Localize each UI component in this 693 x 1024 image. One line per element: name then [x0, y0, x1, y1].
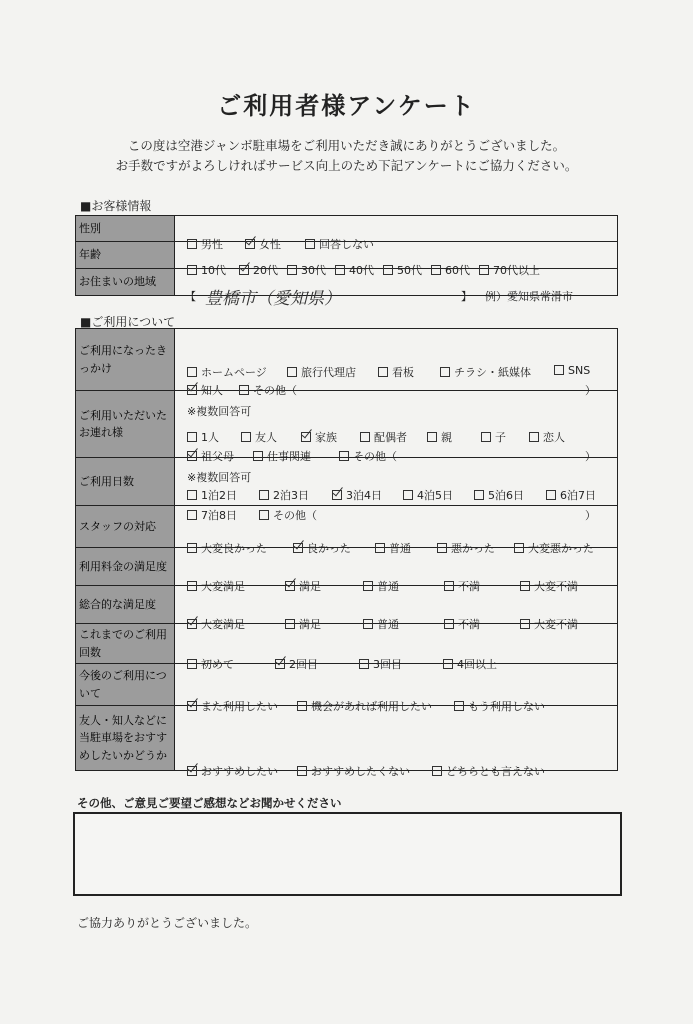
companions-option[interactable] — [187, 448, 234, 464]
age-option[interactable] — [287, 262, 326, 278]
days-option-label: 5泊6日 — [488, 488, 524, 502]
trigger-option-label: 看板 — [392, 365, 414, 379]
companions-multiple-note: ※複数回答可 — [187, 471, 252, 484]
intro-line-1: この度は空港ジャンボ駐車場をご利用いただき誠にありがとうございました。 — [127, 138, 566, 153]
trigger-option-label: ホームページ — [201, 365, 267, 379]
checkbox-icon[interactable] — [259, 490, 269, 500]
trigger-option-label: その他（ — [253, 383, 297, 397]
comments-textarea[interactable] — [73, 812, 622, 896]
recommend-options — [175, 706, 618, 778]
checkbox-icon[interactable] — [241, 432, 251, 442]
age-option-label: 40代 — [349, 264, 374, 277]
count-option[interactable] — [359, 656, 402, 672]
checkbox-icon[interactable] — [297, 766, 307, 776]
region-handwritten-value: 豊橋市（愛知県） — [205, 289, 341, 309]
checkbox-icon[interactable] — [297, 701, 307, 711]
age-option-label: 20代 — [253, 264, 278, 277]
comments-heading: その他、ご意見ご要望ご感想などお聞かせください — [77, 796, 342, 810]
overall-option-label: 大変満足 — [201, 617, 245, 631]
staff-option[interactable] — [514, 540, 594, 556]
checked-box-icon[interactable] — [239, 265, 249, 275]
checkbox-icon[interactable] — [187, 432, 197, 442]
customer-section-heading: ■お客様情報 — [80, 199, 152, 213]
checked-box-icon[interactable] — [187, 385, 197, 395]
checkbox-icon[interactable] — [514, 543, 524, 553]
companions-option-label: 祖父母 — [201, 450, 234, 463]
gender-option[interactable] — [245, 236, 281, 252]
checkbox-icon[interactable] — [287, 367, 297, 377]
checkbox-icon[interactable] — [383, 265, 393, 275]
price-option-label: 不満 — [458, 579, 480, 593]
checkbox-icon[interactable] — [187, 581, 197, 591]
count-option-label: 3回目 — [373, 657, 402, 671]
companions-option-label: 仕事関連 — [267, 450, 311, 463]
price-option[interactable] — [444, 578, 480, 594]
region-example: 例）愛知県常滑市 — [485, 290, 573, 303]
future-option[interactable] — [297, 698, 432, 714]
checkbox-icon[interactable] — [363, 581, 373, 591]
checkbox-icon[interactable] — [479, 265, 489, 275]
count-option-label: 4回以上 — [457, 657, 497, 671]
days-option[interactable] — [546, 487, 596, 503]
trigger-label: ご利用になったきっかけ — [76, 329, 175, 391]
days-option-label: 1泊2日 — [201, 488, 237, 502]
trigger-option-label: チラシ・紙媒体 — [454, 365, 531, 379]
days-option-label: その他（ — [273, 508, 317, 522]
future-option[interactable] — [187, 698, 278, 714]
overall-option-label: 大変不満 — [534, 617, 578, 631]
staff-option-label: 良かった — [307, 541, 351, 555]
recommend-option[interactable] — [432, 763, 545, 779]
overall-option[interactable] — [285, 616, 321, 632]
recommend-option[interactable] — [297, 763, 410, 779]
age-option-label: 50代 — [397, 264, 422, 277]
companions-option[interactable] — [301, 429, 337, 445]
checkbox-icon[interactable] — [253, 451, 263, 461]
overall-option[interactable] — [187, 616, 245, 632]
recommend-option-label: どちらとも言えない — [446, 765, 545, 778]
checkbox-icon[interactable] — [363, 619, 373, 629]
price-option-label: 満足 — [299, 579, 321, 593]
age-option[interactable] — [239, 262, 278, 278]
days-option[interactable] — [332, 487, 382, 503]
days-option-label: 6泊7日 — [560, 488, 596, 502]
count-option-label: 2回目 — [289, 657, 318, 671]
checked-box-icon[interactable] — [293, 543, 303, 553]
companions-option-label: 配偶者 — [374, 431, 407, 444]
price-option[interactable] — [285, 578, 321, 594]
checkbox-icon[interactable] — [474, 490, 484, 500]
companions-option-label: 親 — [441, 431, 452, 444]
checkbox-icon[interactable] — [444, 581, 454, 591]
overall-option[interactable] — [444, 616, 480, 632]
companions-option-label: 恋人 — [543, 431, 565, 444]
companions-option[interactable] — [241, 429, 277, 445]
checkbox-icon[interactable] — [187, 510, 197, 520]
trigger-option-label: 旅行代理店 — [301, 365, 356, 379]
staff-option[interactable] — [187, 540, 267, 556]
checked-box-icon[interactable] — [187, 766, 197, 776]
usage-table — [75, 328, 618, 778]
gender-options — [175, 216, 618, 251]
price-option-label: 普通 — [377, 579, 399, 593]
count-label: これまでのご利用回数 — [76, 624, 175, 664]
checkbox-icon[interactable] — [554, 365, 564, 375]
checkbox-icon[interactable] — [359, 659, 369, 669]
recommend-option-label: おすすめしたい — [201, 765, 279, 778]
days-option[interactable] — [187, 507, 237, 523]
companions-option[interactable] — [339, 448, 397, 464]
age-options — [175, 242, 618, 277]
checkbox-icon[interactable] — [187, 490, 197, 500]
companions-option-label: 家族 — [315, 431, 337, 444]
checkbox-icon[interactable] — [239, 385, 249, 395]
gender-option-label: 女性 — [259, 237, 281, 251]
companions-option[interactable] — [360, 429, 407, 445]
checkbox-icon[interactable] — [431, 265, 441, 275]
trigger-option-label: 知人 — [201, 383, 223, 397]
days-option-label: 2泊3日 — [273, 488, 309, 502]
overall-option-label: 不満 — [458, 617, 480, 631]
companions-option[interactable] — [529, 429, 565, 445]
future-option[interactable] — [454, 698, 545, 714]
region-open-bracket: 【 — [185, 290, 196, 303]
checkbox-icon[interactable] — [440, 367, 450, 377]
age-option-label: 10代 — [201, 264, 226, 277]
checkbox-icon[interactable] — [287, 265, 297, 275]
intro-line-2: お手数ですがよろしければサービス向上のため下記アンケートにご協力ください。 — [115, 158, 578, 173]
companions-option[interactable] — [253, 448, 311, 464]
days-other-close-paren: ） — [585, 508, 596, 522]
age-option-label: 30代 — [301, 264, 326, 277]
trigger-option[interactable] — [187, 382, 223, 398]
staff-option[interactable] — [293, 540, 351, 556]
age-option-label: 70代以上 — [493, 264, 540, 277]
staff-option-label: 悪かった — [451, 541, 495, 555]
checkbox-icon[interactable] — [546, 490, 556, 500]
region-label: お住まいの地域 — [76, 269, 175, 296]
future-label: 今後のご利用について — [76, 664, 175, 706]
staff-option[interactable] — [375, 540, 411, 556]
companions-option[interactable] — [481, 429, 506, 445]
checkbox-icon[interactable] — [187, 659, 197, 669]
checkbox-icon[interactable] — [339, 451, 349, 461]
days-option[interactable] — [474, 487, 524, 503]
price-option-label: 大変満足 — [201, 579, 245, 593]
future-option-label: 機会があれば利用したい — [311, 699, 432, 713]
customer-info-table — [75, 215, 618, 309]
days-option[interactable] — [403, 487, 453, 503]
checkbox-icon[interactable] — [427, 432, 437, 442]
age-option[interactable] — [479, 262, 540, 278]
age-label: 年齢 — [76, 242, 175, 269]
trigger-other-close-paren: ） — [585, 383, 596, 397]
companions-option-label: その他（ — [353, 450, 397, 463]
closing-message: ご協力ありがとうございました。 — [77, 916, 258, 930]
gender-option-label: 男性 — [201, 237, 223, 251]
gender-option[interactable] — [305, 236, 374, 252]
gender-label: 性別 — [76, 216, 175, 242]
checkbox-icon[interactable] — [375, 543, 385, 553]
recommend-option[interactable] — [187, 763, 278, 779]
region-close-bracket: 】 — [461, 290, 472, 303]
checkbox-icon[interactable] — [443, 659, 453, 669]
checkbox-icon[interactable] — [454, 701, 464, 711]
trigger-multiple-note: ※複数回答可 — [187, 404, 252, 418]
overall-option-label: 普通 — [377, 617, 399, 631]
companions-option-label: 子 — [495, 431, 506, 444]
days-option[interactable] — [187, 487, 237, 503]
companions-option[interactable] — [427, 429, 452, 445]
count-option[interactable] — [187, 656, 234, 672]
age-option[interactable] — [383, 262, 422, 278]
gender-option-label: 回答しない — [319, 237, 374, 251]
checkbox-icon[interactable] — [520, 581, 530, 591]
age-option[interactable] — [187, 262, 226, 278]
future-option-label: また利用したい — [201, 699, 278, 713]
overall-label: 総合的な満足度 — [76, 586, 175, 624]
staff-option-label: 普通 — [389, 541, 411, 555]
usage-section-heading: ■ご利用について — [80, 315, 176, 329]
trigger-option[interactable] — [554, 364, 590, 377]
checked-box-icon[interactable] — [301, 432, 311, 442]
age-option[interactable] — [335, 262, 374, 278]
staff-label: スタッフの対応 — [76, 506, 175, 548]
overall-option-label: 満足 — [299, 617, 321, 631]
staff-option-label: 大変良かった — [201, 541, 267, 555]
checked-box-icon[interactable] — [275, 659, 285, 669]
checkbox-icon[interactable] — [529, 432, 539, 442]
count-option[interactable] — [443, 656, 497, 672]
checked-box-icon[interactable] — [187, 619, 197, 629]
price-option[interactable] — [520, 578, 578, 594]
companions-label: ご利用いただいたお連れ様 — [76, 391, 175, 458]
checked-box-icon[interactable] — [285, 581, 295, 591]
price-option[interactable] — [187, 578, 245, 594]
recommend-option-label: おすすめしたくない — [311, 765, 411, 778]
trigger-option[interactable] — [287, 364, 356, 380]
trigger-option[interactable] — [239, 382, 297, 398]
price-option-label: 大変不満 — [534, 579, 578, 593]
days-option-label: 3泊4日 — [346, 488, 382, 502]
count-option-label: 初めて — [201, 657, 234, 671]
days-label: ご利用日数 — [76, 458, 175, 506]
checkbox-icon[interactable] — [285, 619, 295, 629]
days-option[interactable] — [259, 487, 309, 503]
days-option-label: 7泊8日 — [201, 508, 237, 522]
companions-option-label: 友人 — [255, 431, 277, 444]
checkbox-icon[interactable] — [444, 619, 454, 629]
checkbox-icon[interactable] — [259, 510, 269, 520]
checked-box-icon[interactable] — [187, 701, 197, 711]
checkbox-icon[interactable] — [437, 543, 447, 553]
trigger-options — [175, 329, 618, 418]
days-option[interactable] — [259, 507, 317, 523]
companions-options — [175, 391, 618, 484]
checkbox-icon[interactable] — [403, 490, 413, 500]
checkbox-icon[interactable] — [187, 239, 197, 249]
trigger-option[interactable] — [378, 364, 414, 380]
checked-box-icon[interactable] — [245, 239, 255, 249]
trigger-option-label: SNS — [568, 363, 591, 377]
checkbox-icon[interactable] — [187, 265, 197, 275]
age-option-label: 60代 — [445, 264, 470, 277]
checkbox-icon[interactable] — [335, 265, 345, 275]
checkbox-icon[interactable] — [305, 239, 315, 249]
price-label: 利用料金の満足度 — [76, 548, 175, 586]
checkbox-icon[interactable] — [187, 543, 197, 553]
staff-option-label: 大変悪かった — [528, 541, 594, 555]
trigger-option[interactable] — [440, 364, 531, 380]
gender-option[interactable] — [187, 236, 223, 252]
days-option-label: 4泊5日 — [417, 488, 453, 502]
trigger-option[interactable] — [187, 364, 267, 380]
overall-option[interactable] — [363, 616, 399, 632]
checkbox-icon[interactable] — [481, 432, 491, 442]
checkbox-icon[interactable] — [520, 619, 530, 629]
checked-box-icon[interactable] — [332, 490, 342, 500]
recommend-label: 友人・知人などに当駐車場をおすすめしたいかどうか — [76, 706, 175, 771]
age-option[interactable] — [431, 262, 470, 278]
checkbox-icon[interactable] — [378, 367, 388, 377]
staff-options — [175, 506, 618, 555]
checkbox-icon[interactable] — [432, 766, 442, 776]
companions-option[interactable] — [187, 429, 219, 445]
overall-option[interactable] — [520, 616, 578, 632]
companions-other-close-paren: ） — [585, 450, 596, 463]
page-title: ご利用者様アンケート — [217, 92, 476, 120]
staff-option[interactable] — [437, 540, 495, 556]
future-option-label: もう利用しない — [468, 699, 545, 713]
price-option[interactable] — [363, 578, 399, 594]
count-option[interactable] — [275, 656, 318, 672]
checkbox-icon[interactable] — [360, 432, 370, 442]
companions-option-label: 1人 — [201, 431, 219, 444]
checkbox-icon[interactable] — [187, 367, 197, 377]
checked-box-icon[interactable] — [187, 451, 197, 461]
